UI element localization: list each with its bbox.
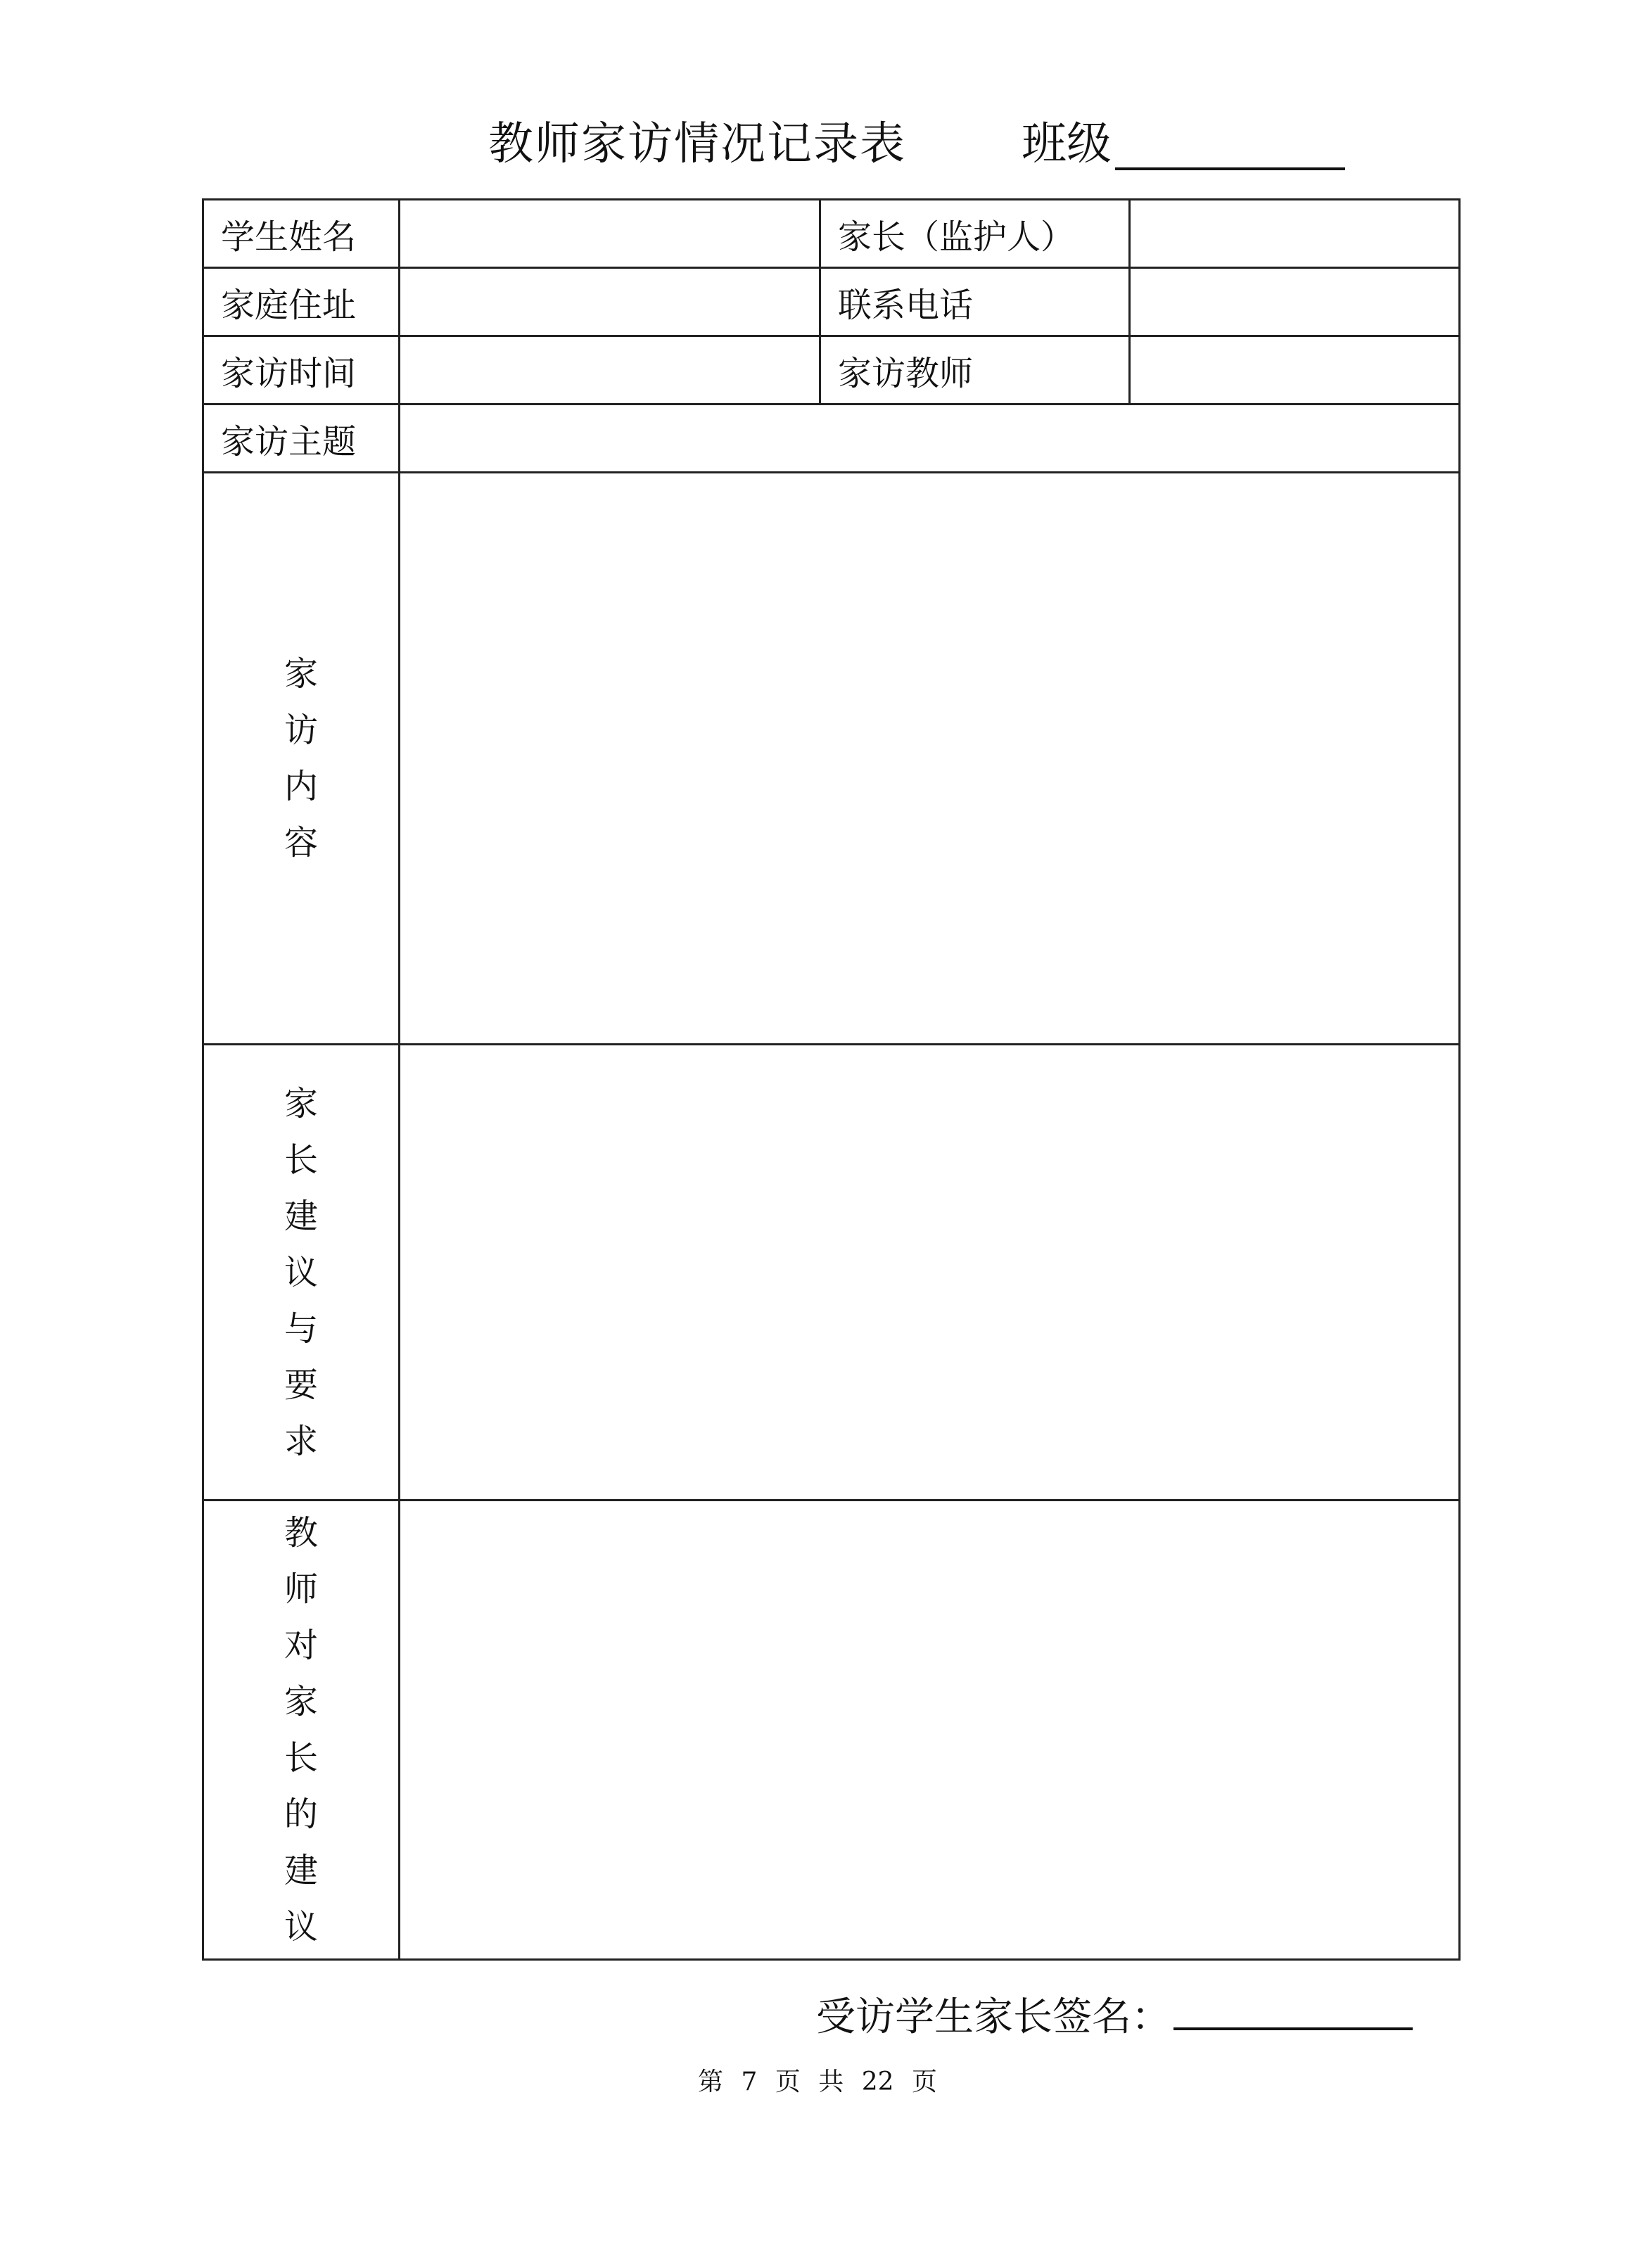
page-title: 教师家访情况记录表 bbox=[488, 118, 906, 170]
class-blank-field[interactable] bbox=[1115, 167, 1345, 170]
guardian-label: 家长（监护人） bbox=[820, 200, 1130, 268]
table-row bbox=[203, 336, 1460, 404]
student-name-label: 学生姓名 bbox=[203, 200, 400, 268]
table-row bbox=[203, 404, 1460, 473]
visit-content-label: 家访内容 bbox=[284, 654, 318, 862]
teacher-suggestions-field[interactable] bbox=[400, 1501, 1460, 1960]
teacher-suggestions-label: 教师对家长的建议 bbox=[284, 1513, 318, 1947]
parent-suggestions-label: 家长建议与要求 bbox=[284, 1083, 318, 1461]
signature-row bbox=[816, 1982, 1413, 2053]
table-row bbox=[203, 1501, 1460, 1960]
visit-teacher-field[interactable] bbox=[1130, 336, 1460, 404]
student-name-field[interactable] bbox=[400, 200, 820, 268]
teacher-suggestions-label-cell bbox=[203, 1501, 400, 1960]
parent-suggestions-field[interactable] bbox=[400, 1045, 1460, 1501]
class-label: 班级 bbox=[1022, 118, 1112, 170]
address-field[interactable] bbox=[400, 268, 820, 336]
visit-topic-label: 家访主题 bbox=[203, 404, 400, 473]
title-row bbox=[0, 106, 1635, 183]
guardian-field[interactable] bbox=[1130, 200, 1460, 268]
phone-field[interactable] bbox=[1130, 268, 1460, 336]
table-row bbox=[203, 200, 1460, 268]
signature-label: 受访学生家长签名： bbox=[816, 1994, 1171, 2040]
phone-label: 联系电话 bbox=[820, 268, 1130, 336]
signature-blank-field[interactable] bbox=[1173, 2027, 1413, 2030]
visit-topic-field[interactable] bbox=[400, 404, 1460, 473]
visit-teacher-label: 家访教师 bbox=[820, 336, 1130, 404]
visit-time-field[interactable] bbox=[400, 336, 820, 404]
visit-time-label: 家访时间 bbox=[203, 336, 400, 404]
address-label: 家庭住址 bbox=[203, 268, 400, 336]
visit-content-label-cell bbox=[203, 473, 400, 1045]
table-row bbox=[203, 1045, 1460, 1501]
visit-content-field[interactable] bbox=[400, 473, 1460, 1045]
table-row bbox=[203, 473, 1460, 1045]
table-row bbox=[203, 268, 1460, 336]
visit-record-table bbox=[202, 198, 1461, 1961]
page-footer: 第 7 页 共 22 页 bbox=[698, 2068, 937, 2096]
parent-suggestions-label-cell bbox=[203, 1045, 400, 1501]
